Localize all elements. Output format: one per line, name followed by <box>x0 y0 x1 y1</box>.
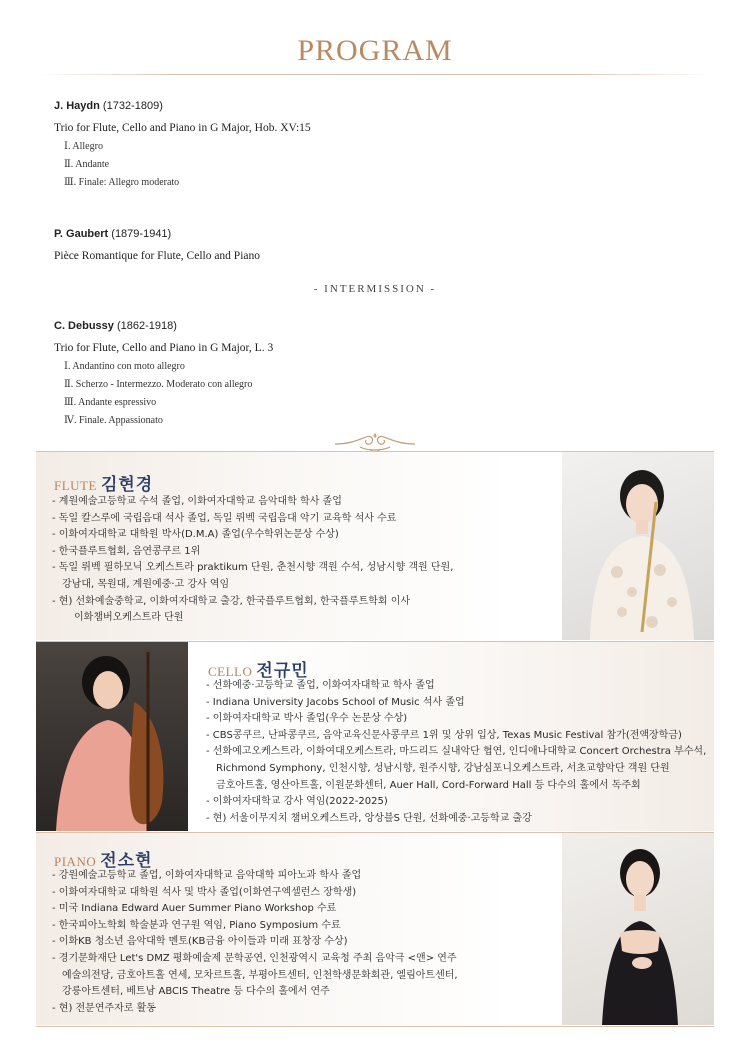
bio-line: - 이화여자대학교 박사 졸업(우수 논문상 수상) <box>206 713 408 725</box>
bio-line: - 계원예술고등학교 수석 졸업, 이화여자대학교 음악대학 학사 졸업 <box>52 496 342 507</box>
flute-performer-photo <box>562 452 714 640</box>
bio-line: 강남대, 목원대, 계원예중·고 강사 역임 <box>62 578 230 590</box>
bio-line: - 현) 서울이무지치 챔버오케스트라, 앙상블S 단원, 선화예중·고등학교 출강 <box>206 812 532 824</box>
cello-performer-photo <box>36 642 188 831</box>
bio-line: - 선화예중·고등학교 졸업, 이화여자대학교 학사 졸업 <box>206 680 435 691</box>
divider <box>36 1026 714 1027</box>
performer-name: 전소현 <box>100 851 153 871</box>
movement: Ⅱ. Scherzo - Intermezzo. Moderato con allegro <box>64 379 253 390</box>
program-piece-haydn <box>54 100 694 192</box>
composer-name: J. Haydn <box>54 100 100 112</box>
work-title: Trio for Flute, Cello and Piano in G Major, Hob. XV:15 <box>54 122 311 134</box>
instrument-label: CELLO <box>208 664 253 679</box>
movement: Ⅰ. Allegro <box>64 141 103 152</box>
composer-years: (1732-1809) <box>102 100 163 112</box>
bio-line: - 독일 뤼벡 필하모닉 오케스트라 praktikum 단원, 춘천시향 객원 수석, 성남시향 객원 단원, <box>52 562 454 574</box>
movement: Ⅲ. Finale: Allegro moderato <box>64 177 180 188</box>
performer-bio <box>52 868 458 1017</box>
movement: Ⅳ. Finale. Appassionato <box>64 415 163 426</box>
bio-line: - 한국피아노학회 학술분과 연구원 역임, Piano Symposium 수료 <box>52 919 341 931</box>
bio-line: - 독일 칼스루에 국립음대 석사 졸업, 독일 뤼벡 국립음대 악기 교육학 석사 수료 <box>52 512 397 524</box>
bio-line: 강릉아트센터, 베트남 ABCIS Theatre 등 다수의 홀에서 연주 <box>62 986 330 998</box>
movement: Ⅲ. Andante espressivo <box>64 397 157 408</box>
movement-list <box>54 138 694 192</box>
bio-line: - 이화여자대학교 대학원 석사 및 박사 졸업(이화연구엑셀런스 장학생) <box>52 886 357 898</box>
program-piece-debussy <box>54 320 694 430</box>
performer-bio <box>52 494 453 627</box>
bio-line: - 이화여자대학교 강사 역임(2022-2025) <box>206 796 388 808</box>
performer-name: 전규민 <box>256 661 309 681</box>
movement-list <box>54 358 694 430</box>
composer-name: C. Debussy <box>54 320 114 332</box>
bio-line: - 미국 Indiana Edward Auer Summer Piano Workshop 수료 <box>52 903 337 915</box>
intermission-label: - INTERMISSION - <box>313 283 437 295</box>
bio-line: - 선화예고오케스트라, 이화여대오케스트라, 마드리드 실내악단 협연, 인디애나대학교 Concert Orchestra 부수석, <box>206 746 707 758</box>
performer-name: 김현경 <box>100 475 154 495</box>
bio-line: 예술의전당, 금호아트홀 연세, 모차르트홀, 부평아트센터, 인천학생문화회관, 엘림아트센터, <box>62 969 458 981</box>
performer-heading <box>54 470 153 495</box>
bio-line: 금호아트홀, 영산아트홀, 이원문화센터, Auer Hall, Cord-Forward Hall 등 다수의 홀에서 독주회 <box>216 779 641 791</box>
instrument-label: PIANO <box>54 854 97 869</box>
bio-line: - 현) 전문연주자로 활동 <box>52 1002 156 1014</box>
bio-line: - 현) 선화예술중학교, 이화여자대학교 출강, 한국플루트협회, 한국플루트학회 이사 <box>52 595 411 607</box>
composer-name: P. Gaubert <box>54 228 109 240</box>
bio-line: - 이화여자대학교 대학원 박사(D.M.A) 졸업(우수학위논문상 수상) <box>52 529 339 541</box>
bio-line: - CBS콩쿠르, 난파콩쿠르, 음악교육신문사콩쿠르 1위 및 상위 입상, Texas Music Festival 참가(전액장학금) <box>206 729 682 741</box>
composer-years: (1862-1918) <box>116 320 177 332</box>
bio-line: 이화챔버오케스트라 단원 <box>74 612 184 624</box>
bio-line: - 한국플루트협회, 음연콩쿠르 1위 <box>52 545 201 557</box>
title-divider <box>40 74 710 75</box>
bio-line: - Indiana University Jacobs School of Music 석사 졸업 <box>206 696 465 708</box>
movement: Ⅱ. Andante <box>64 159 110 170</box>
bio-line: Richmond Symphony, 인천시향, 성남시향, 원주시향, 강남심포니오케스트라, 서초교향악단 객원 단원 <box>216 762 670 774</box>
performer-bio <box>206 678 706 827</box>
piano-performer-photo <box>562 833 714 1025</box>
bio-line: - 경기문화재단 Let's DMZ 평화예술제 문학공연, 인천광역시 교육청 주최 음악극 <앤> 연주 <box>52 952 457 964</box>
work-title: Pièce Romantique for Flute, Cello and Piano <box>54 250 261 262</box>
movement: Ⅰ. Andantino con moto allegro <box>64 361 185 372</box>
bio-line: - 강원예술고등학교 졸업, 이화여자대학교 음악대학 피아노과 학사 졸업 <box>52 870 362 881</box>
work-title: Trio for Flute, Cello and Piano in G Major, L. 3 <box>54 342 274 354</box>
program-piece-gaubert <box>54 228 694 262</box>
bio-line: - 이화KB 청소년 음악대학 멘토(KB금융 아이들과 미래 표창장 수상) <box>52 936 348 948</box>
composer-years: (1879-1941) <box>111 228 172 240</box>
instrument-label: FLUTE <box>54 478 97 493</box>
page-title: PROGRAM <box>297 34 453 67</box>
